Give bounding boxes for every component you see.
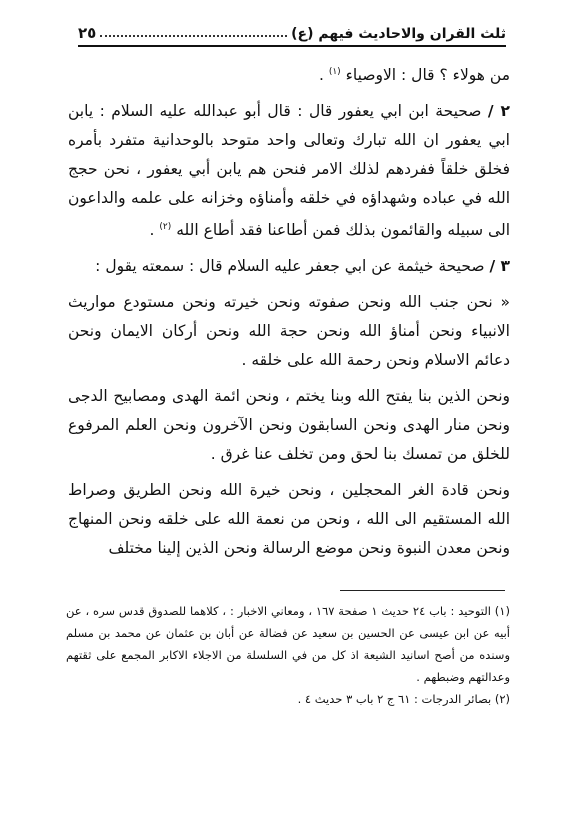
header-dot-leader xyxy=(100,35,287,37)
footnote-ref-1: (١) xyxy=(328,67,341,77)
footnote-1: (١) التوحيد : باب ٢٤ حديث ١ صفحة ١٦٧ ، ومعاني الاخبار : ، كلاهما للصدوق قدس سره ، عن أبيه عن ابن عيسى عن الحسين بن سعيد عن فضالة عن أبان بن عثمان عن محمد بن مسلم وسنده من أصح اسانيد الشيعة اذ كل من في السلسلة من الاجلاء الاكابر المجمع على ثقتهم وعدالتهم وضبطهم . xyxy=(66,604,510,684)
hadith-2: ٢ / صحيحة ابن ابي يعفور قال : قال أبو عبدالله عليه السلام : يابن ابي يعفور ان الله تبارك وتعالى واحد متوحد بالوحدانية متفرد بأمره فخلق خلقاً ففردهم لذلك الامر فنحن هم يابن أبي يعفور ، نحن حجج الله في عباده وشهداؤه في خلقه وأمناؤه وخزانه على علمه والداعون الى سبيله والقائمون بذلك فمن أطاعنا فقد أطاع الله $^{(٢)}$ . xyxy=(68,102,510,240)
quote-paragraph-1: « نحن جنب الله ونحن صفوته ونحن خيرته ونحن مستودع مواريث الانبياء ونحن أمناؤ الله ونحن حجة الله ونحن أركان الايمان ونحن دعائم الاسلام ونحن رحمة الله على خلقه . xyxy=(68,293,510,370)
paragraph-continuation: من هولاء ؟ قال : الاوصياء $^{(١)}$ . xyxy=(318,66,510,85)
running-title: ثلث القران والاحاديث فيهم (ع) xyxy=(291,26,506,42)
continuation-text: من هولاء ؟ قال : الاوصياء xyxy=(345,66,510,85)
footnote-ref-2: (٢) xyxy=(159,222,172,233)
footnotes xyxy=(66,600,510,710)
hadith-3-intro: صحيحة خيثمة عن ابي جعفر عليه السلام قال : سمعته يقول : xyxy=(95,257,485,276)
running-header xyxy=(78,18,506,47)
quote-paragraph-2: ونحن الذين بنا يفتح الله وبنا يختم ، ونحن ائمة الهدى ومصابيح الدجى ونحن منار الهدى ونحن السابقون ونحن الآخرون ونحن العلم المرفوع للخلق من تمسك بنا لحق ومن تخلف عنا غرق . xyxy=(68,387,510,464)
main-text xyxy=(68,58,510,563)
hadith-2-number: ٢ / xyxy=(487,102,510,121)
hadith-2-text: صحيحة ابن ابي يعفور قال : قال أبو عبدالله عليه السلام : يابن ابي يعفور ان الله تبارك وتعالى واحد متوحد بالوحدانية متفرد بأمره فخلق خلقاً ففردهم لذلك الامر فنحن هم يابن أبي يعفور ، نحن حجج الله في عباده وشهداؤه في خلقه وأمناؤه وخزانه على علمه والداعون الى سبيله والقائمون بذلك فمن أطاعنا فقد أطاع الله xyxy=(68,102,510,240)
page-number: ٢٥ xyxy=(78,24,97,42)
quote-paragraph-3: ونحن قادة الغر المحجلين ، ونحن خيرة الله ونحن الطريق وصراط الله المستقيم الى الله ، ونحن من نعمة الله على خلقه ونحن المنهاج ونحن معدن النبوة ونحن موضع الرسالة ونحن الذين إلينا مختلف xyxy=(68,481,510,558)
hadith-3-number: ٣ / xyxy=(489,257,510,276)
footnote-2: (٢) بصائر الدرجات : ٦١ ج ٢ باب ٣ حديث ٤ . xyxy=(297,692,510,706)
footnote-separator xyxy=(340,590,505,591)
hadith-3-heading xyxy=(68,252,510,281)
